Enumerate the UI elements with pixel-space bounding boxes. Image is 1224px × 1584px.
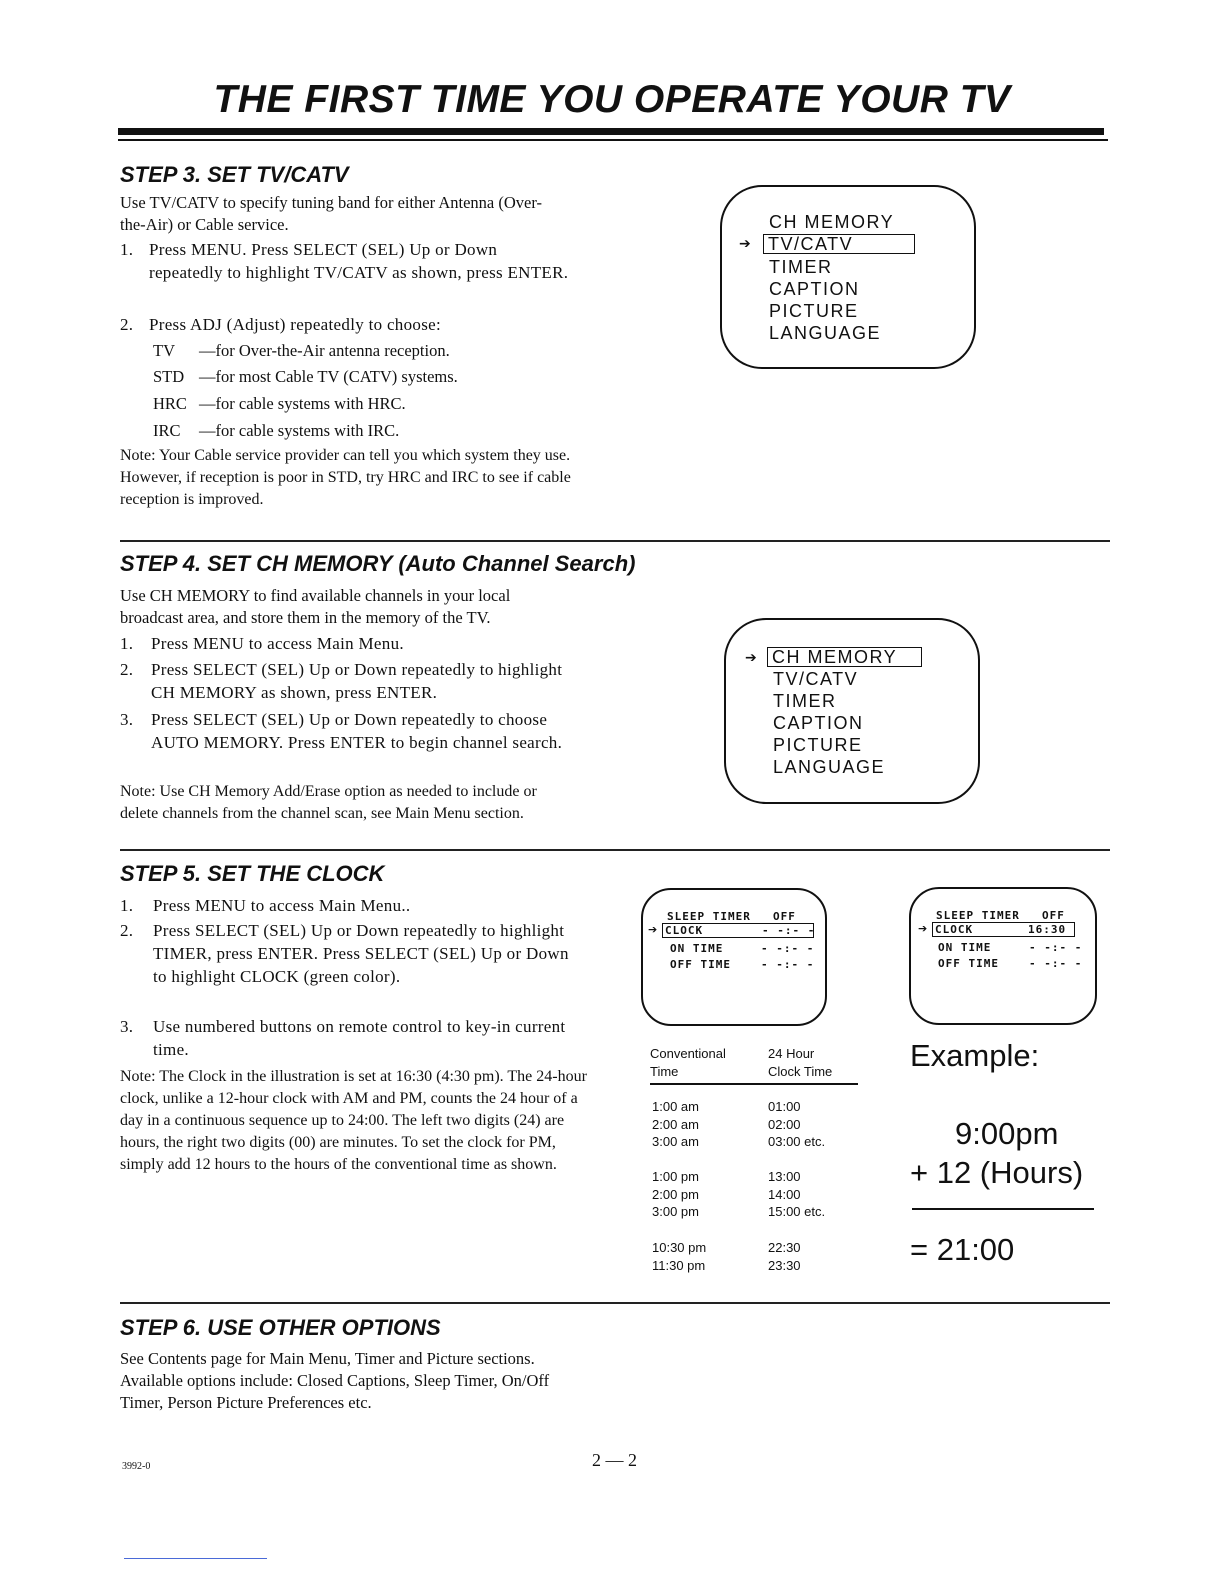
step3-option-hrc: HRC —for cable systems with HRC. [153, 394, 406, 413]
example-add: + 12 (Hours) [910, 1155, 1084, 1190]
step3-option-tv: TV —for Over-the-Air antenna reception. [153, 341, 450, 360]
table-header-rule [650, 1083, 858, 1085]
footer-link-rule [124, 1558, 267, 1559]
step3-menu-item-picture: PICTURE [769, 301, 859, 321]
table-header-24hour: 24 Hour Clock Time [768, 1046, 833, 1079]
step5-item-1: 1. Press MENU to access Main Menu.. [120, 896, 411, 915]
footer-code: 3992-0 [122, 1461, 151, 1472]
step3-menu-item-timer: TIMER [769, 257, 833, 277]
arrow-right-icon: ➔ [739, 236, 751, 252]
table-header-conventional: Conventional Time [650, 1046, 726, 1079]
clock-after-off-time: OFF TIME - -:- - [938, 957, 1083, 970]
clock-after-sleep-timer: SLEEP TIMER OFF [936, 909, 1065, 922]
example-result: = 21:00 [910, 1232, 1015, 1267]
clock-before-on-time: ON TIME - -:- - [670, 942, 815, 955]
section-divider [120, 1302, 1110, 1304]
example-rule [912, 1208, 1094, 1210]
step4-note: Note: Use CH Memory Add/Erase option as needed to include or delete channels from the channel scan, see Main Menu section. [120, 783, 537, 822]
step3-option-irc: IRC —for cable systems with IRC. [153, 421, 400, 440]
step3-option-std: STD —for most Cable TV (CATV) systems. [153, 367, 458, 386]
step3-item-2: 2. Press ADJ (Adjust) repeatedly to choose: [120, 315, 441, 334]
step5-item-3: 3. Use numbered buttons on remote control to key-in current time. [120, 1017, 566, 1059]
clock-before-off-time: OFF TIME - -:- - [670, 958, 815, 971]
section-divider [120, 540, 1110, 542]
step4-heading: STEP 4. SET CH MEMORY (Auto Channel Search) [120, 551, 636, 576]
step4-item-2: 2. Press SELECT (SEL) Up or Down repeatedly to highlight CH MEMORY as shown, press ENTER. [120, 660, 563, 702]
step5-heading: STEP 5. SET THE CLOCK [120, 861, 385, 886]
step5-note: Note: The Clock in the illustration is set at 16:30 (4:30 pm). The 24-hour clock, unlike a 12-hour clock with AM and PM, counts the 24 hour of a day in a continuous sequence up to 24:00. The left two digits (24) are hours, the right two digits (00) are minutes. To set the clock for PM, simply add 12 hours to the hours of the conventional time as shown. [120, 1068, 587, 1173]
page-title: THE FIRST TIME YOU OPERATE YOUR TV [213, 78, 1011, 121]
step4-menu-item-tvcatv: TV/CATV [773, 669, 859, 689]
step3-menu-item-caption: CAPTION [769, 279, 860, 299]
table-group-am: 1:00 am 01:00 2:00 am 02:00 3:00 am 03:00 etc. [652, 1099, 826, 1149]
step4-menu-item-ch-memory: CH MEMORY [767, 646, 922, 668]
table-group-late-pm: 10:30 pm 22:30 11:30 pm 23:30 [652, 1240, 801, 1273]
title-rule [118, 128, 1104, 135]
example-label: Example: [910, 1038, 1040, 1073]
step4-item-1: 1. Press MENU to access Main Menu. [120, 634, 404, 653]
step6-text: See Contents page for Main Menu, Timer and Picture sections. Available options include: Closed Captions, Sleep Timer, On/Off Timer, Person Picture Preferences etc. [120, 1349, 550, 1412]
step3-heading: STEP 3. SET TV/CATV [120, 162, 349, 187]
example-time: 9:00pm [955, 1116, 1059, 1151]
step5-item-2: 2. Press SELECT (SEL) Up or Down repeatedly to highlight TIMER, press ENTER. Press SELECT (SEL) Up or Down to highlight CLOCK (green color). [120, 921, 569, 986]
clock-after-clock: CLOCK 16:30 [932, 922, 1075, 937]
clock-after-on-time: ON TIME - -:- - [938, 941, 1083, 954]
title-rule-thin [118, 139, 1108, 141]
step3-item-1: 1. Press MENU. Press SELECT (SEL) Up or Down repeatedly to highlight TV/CATV as shown, press ENTER. [120, 240, 569, 282]
clock-before-clock: CLOCK - -:- - [662, 923, 814, 938]
step3-menu-item-ch-memory: CH MEMORY [769, 212, 895, 232]
step3-menu-item-language: LANGUAGE [769, 323, 882, 343]
step3-note: Note: Your Cable service provider can tell you which system they use. However, if reception is poor in STD, try HRC and IRC to see if cable reception is improved. [120, 447, 571, 508]
step6-heading: STEP 6. USE OTHER OPTIONS [120, 1315, 441, 1340]
section-divider [120, 849, 1110, 851]
step4-menu-item-picture: PICTURE [773, 735, 863, 755]
page-number: 2 — 2 [592, 1450, 637, 1470]
step4-menu-item-caption: CAPTION [773, 713, 864, 733]
arrow-right-icon: ➔ [918, 922, 928, 935]
step4-intro: Use CH MEMORY to find available channels in your local broadcast area, and store them in the memory of the TV. [120, 586, 511, 627]
clock-before-sleep-timer: SLEEP TIMER OFF [667, 910, 796, 923]
arrow-right-icon: ➔ [745, 650, 757, 666]
step3-intro: Use TV/CATV to specify tuning band for either Antenna (Over-the-Air) or Cable service. [120, 193, 543, 234]
step4-menu-item-language: LANGUAGE [773, 757, 886, 777]
step4-menu-item-timer: TIMER [773, 691, 837, 711]
table-group-pm: 1:00 pm 13:00 2:00 pm 14:00 3:00 pm 15:00 etc. [652, 1169, 826, 1219]
arrow-right-icon: ➔ [648, 923, 658, 936]
step3-menu-item-tvcatv: TV/CATV [763, 233, 915, 255]
step4-item-3: 3. Press SELECT (SEL) Up or Down repeatedly to choose AUTO MEMORY. Press ENTER to begin channel search. [120, 710, 563, 752]
